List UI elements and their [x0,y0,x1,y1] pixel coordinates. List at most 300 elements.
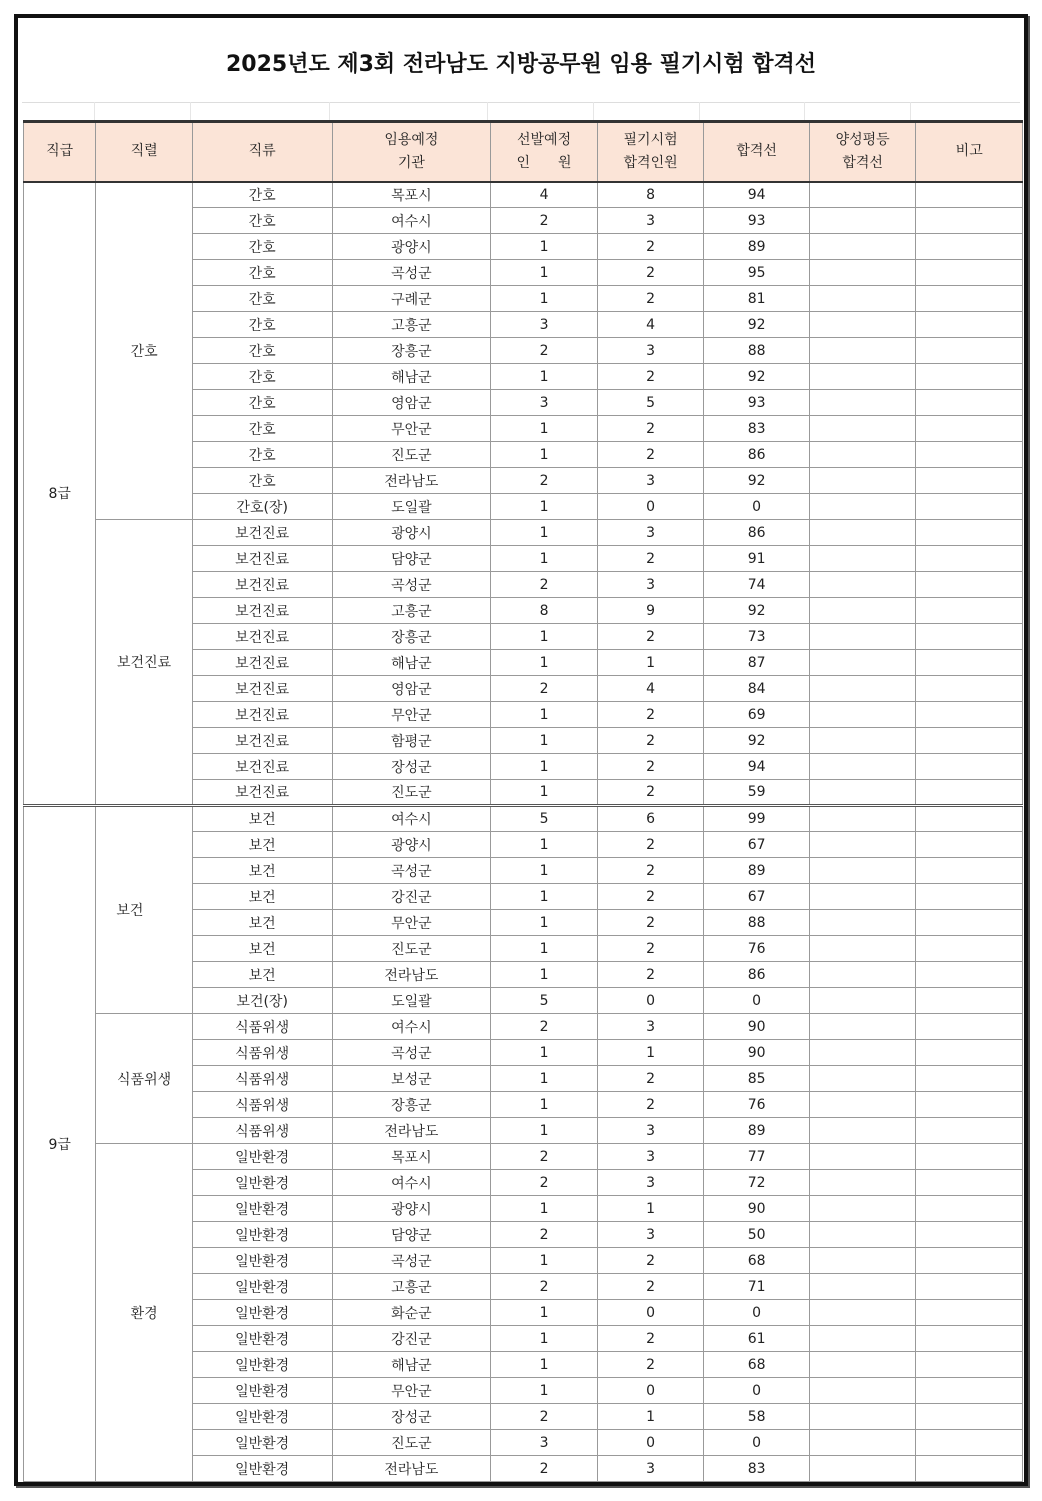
planned-cell: 1 [491,650,598,676]
agency-cell: 영암군 [332,676,491,702]
gender-equality-cell [809,1352,916,1378]
class-cell: 보건진료 [192,598,332,624]
class-cell: 간호 [192,208,332,234]
gender-equality-cell [809,702,916,728]
header-planned [491,122,598,182]
agency-cell: 고흥군 [332,598,491,624]
agency-cell: 여수시 [332,806,491,832]
agency-cell: 진도군 [332,442,491,468]
cutoff-cell: 88 [704,910,810,936]
planned-cell: 1 [491,858,598,884]
passed-cell: 2 [597,702,704,728]
gender-equality-cell [809,1378,916,1404]
note-cell [916,312,1023,338]
passed-cell: 2 [597,546,704,572]
class-cell: 보건진료 [192,572,332,598]
class-cell: 보건 [192,884,332,910]
planned-cell: 1 [491,494,598,520]
passed-cell: 2 [597,1352,704,1378]
series-cell: 식품위생 [96,1014,192,1144]
note-cell [916,208,1023,234]
cutoff-cell: 50 [704,1222,810,1248]
gender-equality-cell [809,1404,916,1430]
planned-cell: 1 [491,364,598,390]
class-cell: 간호 [192,312,332,338]
gender-equality-cell [809,1014,916,1040]
class-cell: 식품위생 [192,1092,332,1118]
gender-equality-cell [809,624,916,650]
class-cell: 보건진료 [192,780,332,806]
planned-cell: 8 [491,598,598,624]
passed-cell: 2 [597,364,704,390]
passed-cell: 2 [597,754,704,780]
passed-cell: 3 [597,1170,704,1196]
class-cell: 간호 [192,390,332,416]
document-frame [14,14,1028,1486]
passed-cell: 3 [597,1118,704,1144]
series-cell: 간호 [96,182,192,520]
agency-cell: 장흥군 [332,1092,491,1118]
planned-cell: 1 [491,962,598,988]
agency-cell: 여수시 [332,1014,491,1040]
passed-cell: 3 [597,572,704,598]
passed-cell: 2 [597,832,704,858]
planned-cell: 1 [491,910,598,936]
agency-cell: 전라남도 [332,468,491,494]
cutoff-cell: 0 [704,1300,810,1326]
note-cell [916,650,1023,676]
agency-cell: 함평군 [332,728,491,754]
planned-cell: 2 [491,338,598,364]
note-cell [916,1456,1023,1482]
class-cell: 식품위생 [192,1066,332,1092]
passed-cell: 3 [597,338,704,364]
note-cell [916,936,1023,962]
class-cell: 보건진료 [192,728,332,754]
planned-cell: 2 [491,1144,598,1170]
cutoff-cell: 76 [704,1092,810,1118]
passed-cell: 0 [597,1430,704,1456]
grade-cell: 8급 [24,182,96,806]
passed-cell: 2 [597,884,704,910]
planned-cell: 1 [491,416,598,442]
agency-cell: 해남군 [332,650,491,676]
gender-equality-cell [809,910,916,936]
agency-cell: 곡성군 [332,572,491,598]
gender-equality-cell [809,1274,916,1300]
note-cell [916,442,1023,468]
class-cell: 보건 [192,858,332,884]
class-cell: 일반환경 [192,1326,332,1352]
gender-equality-cell [809,1456,916,1482]
passed-cell: 2 [597,624,704,650]
passed-cell: 3 [597,1222,704,1248]
planned-cell: 1 [491,1300,598,1326]
class-cell: 보건 [192,962,332,988]
cutoff-cell: 86 [704,520,810,546]
agency-cell: 담양군 [332,546,491,572]
planned-cell: 1 [491,546,598,572]
series-cell: 보건진료 [96,520,192,806]
gender-equality-cell [809,884,916,910]
planned-cell: 1 [491,260,598,286]
passed-cell: 2 [597,1248,704,1274]
header-class: 직류 [192,122,332,182]
cutoff-cell: 89 [704,1118,810,1144]
gender-equality-cell [809,962,916,988]
header-gender-equality [809,122,916,182]
agency-cell: 무안군 [332,416,491,442]
note-cell [916,1352,1023,1378]
planned-cell: 1 [491,234,598,260]
agency-cell: 무안군 [332,702,491,728]
note-cell [916,1040,1023,1066]
cutoff-cell: 0 [704,1378,810,1404]
agency-cell: 진도군 [332,936,491,962]
cutoff-cell: 71 [704,1274,810,1300]
header-grade: 직급 [24,122,96,182]
title-row [22,22,1020,103]
note-cell [916,182,1023,208]
cutoff-cell: 83 [704,416,810,442]
agency-cell: 고흥군 [332,312,491,338]
cutoff-cell: 59 [704,780,810,806]
agency-cell: 강진군 [332,1326,491,1352]
cutoff-cell: 90 [704,1196,810,1222]
agency-cell: 도일괄 [332,494,491,520]
gender-equality-cell [809,1300,916,1326]
class-cell: 간호 [192,260,332,286]
cutoff-cell: 92 [704,312,810,338]
planned-cell: 1 [491,1196,598,1222]
planned-cell: 2 [491,468,598,494]
cutoff-cell: 68 [704,1248,810,1274]
passed-cell: 2 [597,416,704,442]
note-cell [916,1300,1023,1326]
note-cell [916,286,1023,312]
cutoff-cell: 90 [704,1014,810,1040]
planned-cell: 1 [491,780,598,806]
passed-cell: 4 [597,676,704,702]
passed-cell: 2 [597,442,704,468]
class-cell: 보건진료 [192,676,332,702]
gender-equality-cell [809,1118,916,1144]
gender-equality-cell [809,494,916,520]
passed-cell: 1 [597,1404,704,1430]
passed-cell: 0 [597,1378,704,1404]
note-cell [916,1118,1023,1144]
series-cell: 환경 [96,1144,192,1482]
header-passed [597,122,704,182]
passed-cell: 2 [597,1274,704,1300]
agency-cell: 목포시 [332,1144,491,1170]
gender-equality-cell [809,676,916,702]
agency-cell: 도일괄 [332,988,491,1014]
cutoff-cell: 81 [704,286,810,312]
note-cell [916,624,1023,650]
cutoff-cell: 87 [704,650,810,676]
class-cell: 보건진료 [192,546,332,572]
planned-cell: 3 [491,390,598,416]
note-cell [916,1404,1023,1430]
cutoff-cell: 85 [704,1066,810,1092]
cutoff-cell: 61 [704,1326,810,1352]
note-cell [916,598,1023,624]
passed-cell: 3 [597,1014,704,1040]
gender-equality-cell [809,858,916,884]
gender-equality-cell [809,832,916,858]
agency-cell: 장성군 [332,1404,491,1430]
agency-cell: 진도군 [332,1430,491,1456]
note-cell [916,1430,1023,1456]
passed-cell: 2 [597,260,704,286]
cutoff-cell: 77 [704,1144,810,1170]
passed-cell: 1 [597,1196,704,1222]
gender-equality-cell [809,572,916,598]
header-note: 비고 [916,122,1023,182]
note-cell [916,546,1023,572]
planned-cell: 1 [491,936,598,962]
gender-equality-cell [809,416,916,442]
class-cell: 일반환경 [192,1274,332,1300]
agency-cell: 광양시 [332,1196,491,1222]
agency-cell: 곡성군 [332,1248,491,1274]
planned-cell: 3 [491,312,598,338]
agency-cell: 강진군 [332,884,491,910]
planned-cell: 1 [491,832,598,858]
note-cell [916,260,1023,286]
table-row [24,182,1023,208]
planned-cell: 1 [491,520,598,546]
cutoff-cell: 72 [704,1170,810,1196]
passed-cell: 0 [597,1300,704,1326]
class-cell: 간호(장) [192,494,332,520]
agency-cell: 영암군 [332,390,491,416]
cutoff-cell: 86 [704,962,810,988]
planned-cell: 2 [491,1170,598,1196]
class-cell: 보건진료 [192,520,332,546]
cutoff-cell: 92 [704,728,810,754]
header-planned-line2: 인 원 [516,154,572,171]
planned-cell: 1 [491,1248,598,1274]
note-cell [916,520,1023,546]
results-table [23,120,1023,1482]
planned-cell: 1 [491,1092,598,1118]
cutoff-cell: 74 [704,572,810,598]
spacer-row [22,102,1020,120]
cutoff-cell: 92 [704,364,810,390]
cutoff-cell: 0 [704,494,810,520]
table-row [24,806,1023,832]
note-cell [916,390,1023,416]
class-cell: 일반환경 [192,1300,332,1326]
gender-equality-cell [809,520,916,546]
gender-equality-cell [809,780,916,806]
class-cell: 보건 [192,936,332,962]
cutoff-cell: 67 [704,884,810,910]
note-cell [916,1066,1023,1092]
class-cell: 간호 [192,364,332,390]
agency-cell: 보성군 [332,1066,491,1092]
header-series: 직렬 [96,122,192,182]
class-cell: 일반환경 [192,1248,332,1274]
gender-equality-cell [809,468,916,494]
table-row [24,1144,1023,1170]
header-planned-line1: 선발예정 [517,131,572,148]
passed-cell: 6 [597,806,704,832]
gender-equality-cell [809,364,916,390]
note-cell [916,572,1023,598]
note-cell [916,832,1023,858]
class-cell: 일반환경 [192,1170,332,1196]
planned-cell: 2 [491,1274,598,1300]
planned-cell: 1 [491,1066,598,1092]
passed-cell: 3 [597,520,704,546]
class-cell: 일반환경 [192,1404,332,1430]
planned-cell: 1 [491,442,598,468]
agency-cell: 전라남도 [332,962,491,988]
gender-equality-cell [809,1040,916,1066]
cutoff-cell: 89 [704,234,810,260]
gender-equality-cell [809,988,916,1014]
gender-equality-cell [809,1092,916,1118]
gender-equality-cell [809,1170,916,1196]
planned-cell: 1 [491,1352,598,1378]
header-agency [332,122,491,182]
cutoff-cell: 92 [704,468,810,494]
passed-cell: 3 [597,1144,704,1170]
planned-cell: 1 [491,1378,598,1404]
cutoff-cell: 67 [704,832,810,858]
class-cell: 일반환경 [192,1144,332,1170]
class-cell: 간호 [192,338,332,364]
agency-cell: 곡성군 [332,858,491,884]
cutoff-cell: 95 [704,260,810,286]
passed-cell: 3 [597,1456,704,1482]
table-row [24,520,1023,546]
agency-cell: 구례군 [332,286,491,312]
passed-cell: 9 [597,598,704,624]
planned-cell: 1 [491,702,598,728]
cutoff-cell: 84 [704,676,810,702]
cutoff-cell: 83 [704,1456,810,1482]
header-gender-line2: 합격선 [842,154,883,171]
header-agency-line1: 임용예정 [384,131,439,148]
agency-cell: 광양시 [332,520,491,546]
cutoff-cell: 73 [704,624,810,650]
note-cell [916,1274,1023,1300]
passed-cell: 2 [597,1326,704,1352]
agency-cell: 목포시 [332,182,491,208]
agency-cell: 여수시 [332,208,491,234]
passed-cell: 0 [597,988,704,1014]
class-cell: 일반환경 [192,1222,332,1248]
class-cell: 보건(장) [192,988,332,1014]
note-cell [916,780,1023,806]
cutoff-cell: 99 [704,806,810,832]
agency-cell: 장흥군 [332,338,491,364]
gender-equality-cell [809,1066,916,1092]
planned-cell: 3 [491,1430,598,1456]
agency-cell: 전라남도 [332,1456,491,1482]
note-cell [916,702,1023,728]
passed-cell: 3 [597,208,704,234]
planned-cell: 4 [491,182,598,208]
passed-cell: 2 [597,936,704,962]
cutoff-cell: 94 [704,754,810,780]
gender-equality-cell [809,1248,916,1274]
passed-cell: 1 [597,650,704,676]
note-cell [916,1196,1023,1222]
class-cell: 보건 [192,832,332,858]
passed-cell: 2 [597,962,704,988]
class-cell: 일반환경 [192,1430,332,1456]
class-cell: 간호 [192,234,332,260]
agency-cell: 곡성군 [332,260,491,286]
planned-cell: 1 [491,884,598,910]
cutoff-cell: 0 [704,988,810,1014]
gender-equality-cell [809,1222,916,1248]
passed-cell: 2 [597,1092,704,1118]
note-cell [916,988,1023,1014]
class-cell: 간호 [192,442,332,468]
gender-equality-cell [809,182,916,208]
class-cell: 식품위생 [192,1014,332,1040]
gender-equality-cell [809,286,916,312]
passed-cell: 2 [597,286,704,312]
class-cell: 일반환경 [192,1456,332,1482]
header-passed-line1: 필기시험 [623,131,678,148]
agency-cell: 곡성군 [332,1040,491,1066]
gender-equality-cell [809,936,916,962]
note-cell [916,416,1023,442]
note-cell [916,884,1023,910]
note-cell [916,234,1023,260]
header-passed-line2: 합격인원 [623,154,678,171]
note-cell [916,858,1023,884]
passed-cell: 3 [597,468,704,494]
agency-cell: 진도군 [332,780,491,806]
gender-equality-cell [809,1430,916,1456]
gender-equality-cell [809,442,916,468]
planned-cell: 2 [491,572,598,598]
agency-cell: 무안군 [332,1378,491,1404]
gender-equality-cell [809,312,916,338]
gender-equality-cell [809,338,916,364]
header-cutoff: 합격선 [704,122,810,182]
passed-cell: 4 [597,312,704,338]
agency-cell: 여수시 [332,1170,491,1196]
planned-cell: 2 [491,676,598,702]
page-title: 2025년도 제3회 전라남도 지방공무원 임용 필기시험 합격선 [225,51,817,77]
class-cell: 간호 [192,468,332,494]
planned-cell: 2 [491,1456,598,1482]
planned-cell: 2 [491,1404,598,1430]
gender-equality-cell [809,1144,916,1170]
passed-cell: 1 [597,1040,704,1066]
planned-cell: 2 [491,1014,598,1040]
class-cell: 보건진료 [192,650,332,676]
agency-cell: 장성군 [332,754,491,780]
table-body [24,182,1023,1482]
note-cell [916,1144,1023,1170]
agency-cell: 장흥군 [332,624,491,650]
class-cell: 보건진료 [192,702,332,728]
agency-cell: 담양군 [332,1222,491,1248]
note-cell [916,754,1023,780]
agency-cell: 광양시 [332,234,491,260]
cutoff-cell: 88 [704,338,810,364]
